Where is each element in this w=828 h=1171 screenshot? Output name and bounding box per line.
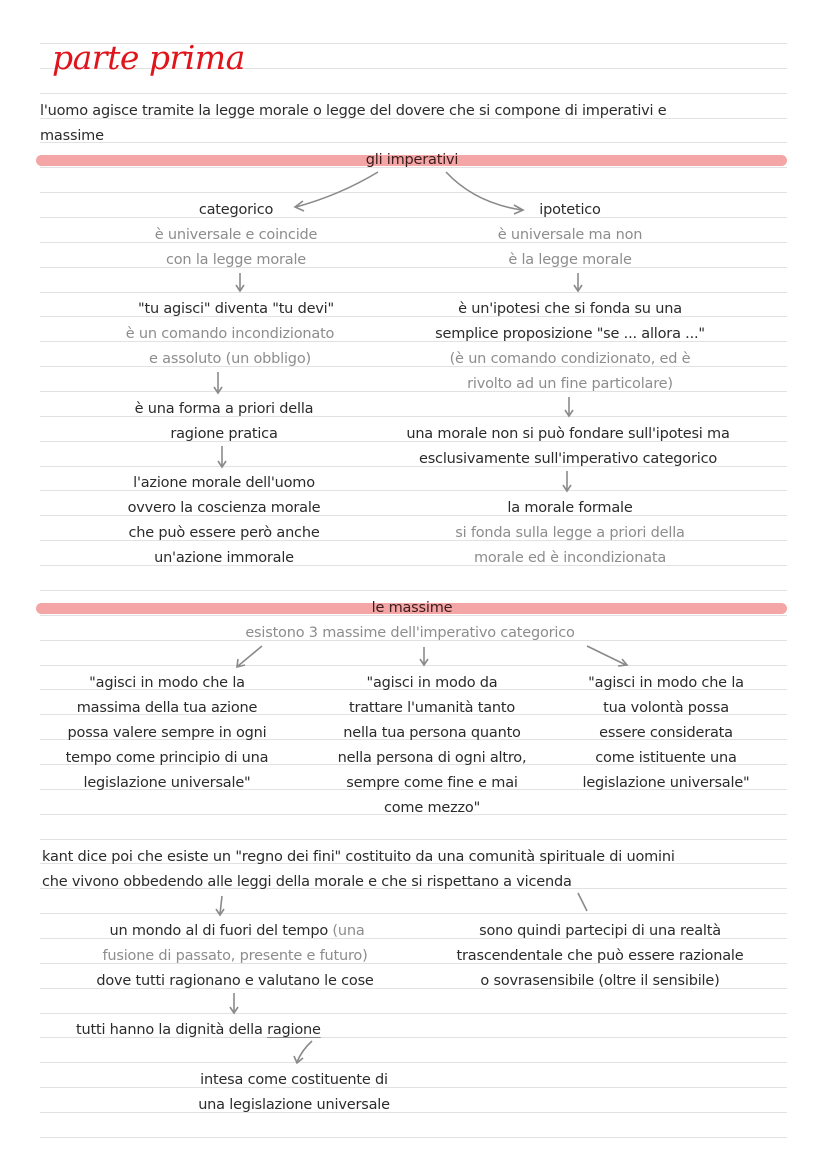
categorico-step1: "tu agisci" diventa "tu devi" [138, 301, 334, 317]
ruled-line [40, 1087, 787, 1088]
arrow-icon [236, 273, 244, 291]
massima-1-line: tempo come principio di una [65, 750, 269, 766]
arrow-icon [587, 646, 627, 666]
ruled-line [40, 391, 787, 392]
categorico-step3-3: che può essere però anche [128, 525, 320, 541]
massime-subtitle: esistono 3 massime dell'imperativo categorico [245, 625, 575, 641]
regno-right-line-3: o sovrasensibile (oltre il sensibile) [480, 973, 720, 989]
arrow-icon [578, 893, 587, 911]
massima-1-line: "agisci in modo che la [89, 675, 245, 691]
massima-2-line: sempre come fine e mai [346, 775, 518, 791]
arrow-icon [214, 372, 222, 393]
ruled-line [40, 242, 787, 243]
massima-3-line: tua volontà possa [603, 700, 729, 716]
ruled-line [40, 565, 787, 566]
section-heading-imperativi: gli imperativi [365, 152, 459, 168]
regno-right-line-1: sono quindi partecipi di una realtà [479, 923, 721, 939]
ruled-line [40, 665, 787, 666]
ipotetico-step1-1: è un'ipotesi che si fonda su una [458, 301, 682, 317]
ipotetico-step3-desc-1: si fonda sulla legge a priori della [455, 525, 685, 541]
section-heading-massime: le massime [371, 600, 453, 616]
regno-left-line-1 [109, 919, 364, 944]
arrow-icon [230, 993, 238, 1013]
ruled-line [40, 1013, 787, 1014]
massima-2-line: "agisci in modo da [366, 675, 498, 691]
ruled-line [40, 1112, 787, 1113]
categorico-step2-1: è una forma a priori della [134, 401, 314, 417]
dignity-line [76, 1018, 321, 1043]
ruled-line [40, 913, 787, 914]
massima-3-line: come istituente una [595, 750, 737, 766]
regno-line-2: che vivono obbedendo alle leggi della morale e che si rispettano a vicenda [42, 874, 572, 890]
ruled-line [40, 192, 787, 193]
categorico-step2-2: ragione pratica [170, 426, 278, 442]
categorico-step3-4: un'azione immorale [154, 550, 294, 566]
ruled-line [40, 839, 787, 840]
intesa-line-1: intesa come costituente di [200, 1072, 388, 1088]
massima-3-line: essere considerata [599, 725, 733, 741]
ipotetico-step1-desc-2: rivolto ad un fine particolare) [467, 376, 673, 392]
ipotetico-desc-2: è la legge morale [508, 252, 632, 268]
regno-left-line-2: fusione di passato, presente e futuro) [102, 948, 368, 964]
ipotetico-desc-1: è universale ma non [497, 227, 643, 243]
ruled-line [40, 93, 787, 94]
arrow-icon [563, 471, 571, 491]
arrow-icon [574, 273, 582, 291]
categorico-desc-1: è universale e coincide [154, 227, 318, 243]
ruled-line [40, 292, 787, 293]
massima-2-line: trattare l'umanità tanto [348, 700, 516, 716]
intro-line-2: massime [40, 128, 104, 144]
ruled-line [40, 142, 787, 143]
ruled-line [40, 217, 787, 218]
regno-right-line-2: trascendentale che può essere razionale [456, 948, 744, 964]
regno-left-muted: (una [332, 923, 365, 939]
massima-2-line: nella persona di ogni altro, [337, 750, 527, 766]
massima-1-line: possa valere sempre in ogni [67, 725, 267, 741]
arrow-icon [294, 1041, 312, 1063]
ruled-line [40, 1137, 787, 1138]
massima-1-line: legislazione universale" [83, 775, 251, 791]
intesa-line-2: una legislazione universale [198, 1097, 390, 1113]
arrow-icon [446, 172, 523, 214]
massima-1-line: massima della tua azione [76, 700, 258, 716]
arrow-icon [420, 647, 428, 665]
ruled-line [40, 590, 787, 591]
ipotetico-step1-desc-1: (è un comando condizionato, ed è [449, 351, 691, 367]
massima-3-line: "agisci in modo che la [588, 675, 744, 691]
ipotetico-step2-1: una morale non si può fondare sull'ipotesi ma [406, 426, 730, 442]
massima-2-line: nella tua persona quanto [343, 725, 521, 741]
arrow-icon [565, 397, 573, 416]
massima-2-line: come mezzo" [383, 800, 481, 816]
massima-3-line: legislazione universale" [582, 775, 750, 791]
regno-left-dark: un mondo al di fuori del tempo [109, 923, 333, 939]
ipotetico-step3-desc-2: morale ed è incondizionata [473, 550, 667, 566]
categorico-label: categorico [198, 202, 274, 218]
arrow-icon [237, 646, 262, 667]
ruled-line [40, 267, 787, 268]
page-title: parte prima [52, 38, 245, 77]
categorico-step1-desc-1: è un comando incondizionato [125, 326, 335, 342]
ipotetico-step3: la morale formale [507, 500, 633, 516]
categorico-step3-1: l'azione morale dell'uomo [133, 475, 315, 491]
categorico-step1-desc-2: e assoluto (un obbligo) [149, 351, 311, 367]
ipotetico-step2-2: esclusivamente sull'imperativo categorico [418, 451, 718, 467]
dignity-underlined-word: ragione [267, 1022, 321, 1038]
regno-line-1: kant dice poi che esiste un "regno dei fini" costituito da una comunità spirituale di uomini [42, 849, 675, 865]
categorico-step3-2: ovvero la coscienza morale [127, 500, 321, 516]
ipotetico-step1-2: semplice proposizione "se ... allora ..." [435, 326, 705, 342]
arrow-icon [218, 446, 226, 467]
ruled-line [40, 1062, 787, 1063]
intro-line-1: l'uomo agisce tramite la legge morale o legge del dovere che si compone di imperativi e [40, 103, 667, 119]
ipotetico-label: ipotetico [539, 202, 601, 218]
regno-left-line-3: dove tutti ragionano e valutano le cose [96, 973, 374, 989]
dignity-text: tutti hanno la dignità della [76, 1022, 268, 1038]
categorico-desc-2: con la legge morale [165, 252, 307, 268]
